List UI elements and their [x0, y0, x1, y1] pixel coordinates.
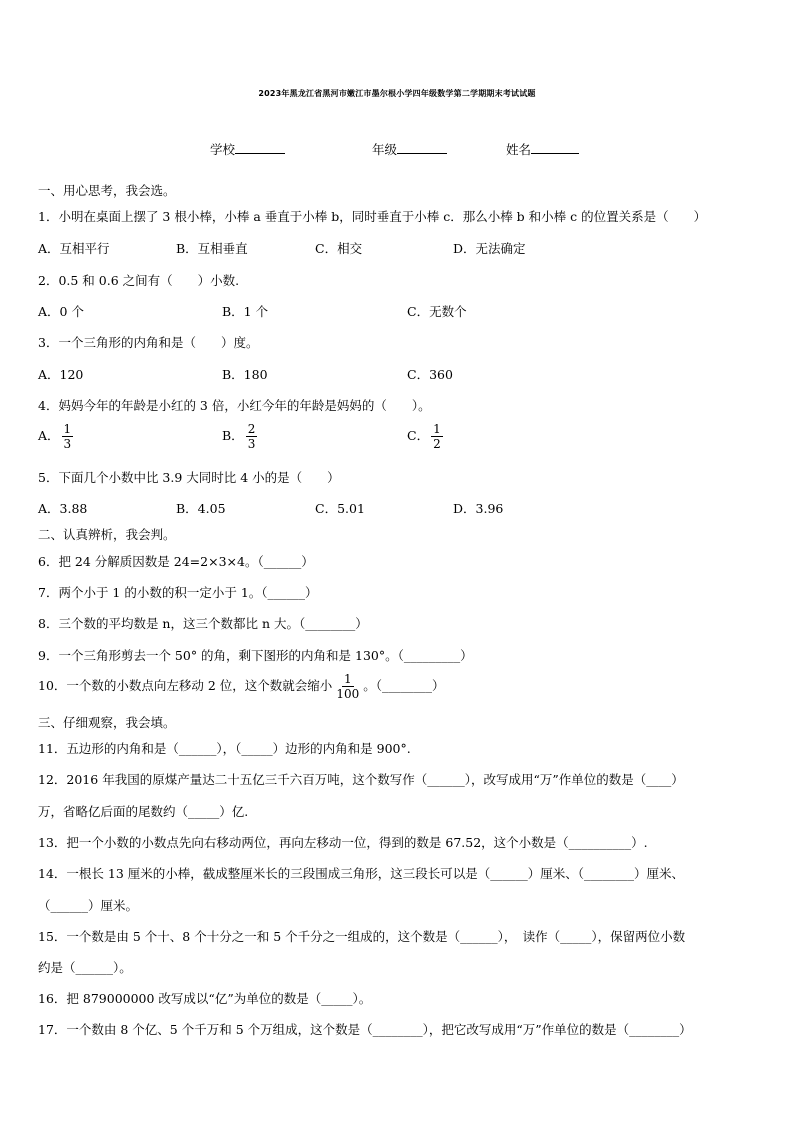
fraction-numerator: 1	[63, 422, 72, 436]
q3-option-a[interactable]: A．120	[38, 367, 84, 382]
question-16: 16．把 879000000 改写成以“亿”为单位的数是（_____）。	[38, 991, 372, 1006]
question-15-line-2: 约是（______）。	[38, 960, 132, 975]
question-15-line-1: 15．一个数是由 5 个十、8 个十分之一和 5 个千分之一组成的，这个数是（______）， 读作（_____），保留两位小数	[38, 929, 686, 944]
grade-label: 年级	[372, 142, 398, 157]
question-6: 6．把 24 分解质因数是 24=2×3×4。（______）	[38, 554, 314, 569]
q4-option-b-label: B．	[222, 428, 244, 443]
question-9: 9．一个三角形剪去一个 50° 的角，剩下图形的内角和是 130°。（_________）	[38, 648, 473, 663]
fraction	[431, 422, 443, 451]
q4-option-c[interactable]	[407, 422, 445, 451]
name-blank[interactable]	[531, 140, 579, 154]
page-title: 2023年黑龙江省黑河市嫩江市墨尔根小学四年级数学第二学期期末考试试题	[258, 89, 536, 98]
question-14-line-1: 14．一根长 13 厘米的小棒，截成整厘米长的三段围成三角形，这三段长可以是（______）厘米、（________）厘米、	[38, 866, 685, 881]
question-13: 13．把一个小数的小数点先向右移动两位，再向左移动一位，得到的数是 67.52，这个小数是（__________）.	[38, 835, 648, 850]
q4-option-b[interactable]	[222, 422, 259, 451]
fraction-denominator: 3	[63, 437, 72, 451]
question-8: 8．三个数的平均数是 n，这三个数都比 n 大。（________）	[38, 616, 368, 631]
q3-option-b[interactable]: B．180	[222, 367, 268, 382]
question-12-line-2: 万，省略亿后面的尾数约（_____）亿.	[38, 804, 249, 819]
question-17: 17．一个数由 8 个亿、5 个千万和 5 个万组成，这个数是（________），把它改写成用“万”作单位的数是（________）	[38, 1022, 692, 1037]
fraction-numerator: 1	[343, 672, 352, 686]
question-5: 5．下面几个小数中比 3.9 大同时比 4 小的是（ ）	[38, 470, 340, 485]
q1-option-c[interactable]: C．相交	[315, 241, 363, 256]
question-7: 7．两个小于 1 的小数的积一定小于 1。（______）	[38, 585, 318, 600]
q4-option-a-label: A．	[38, 428, 60, 443]
question-10	[38, 672, 444, 701]
q1-option-b[interactable]: B．互相垂直	[176, 241, 248, 256]
q2-option-a[interactable]: A．0 个	[38, 304, 84, 319]
q5-option-c[interactable]: C．5.01	[315, 501, 365, 516]
fraction-numerator: 1	[433, 422, 441, 436]
section-heading-fill: 三、仔细观察，我会填。	[38, 715, 176, 730]
name-field	[506, 140, 579, 158]
q2-option-b[interactable]: B．1 个	[222, 304, 269, 319]
fraction-numerator: 2	[247, 422, 256, 436]
q1-option-d[interactable]: D．无法确定	[453, 241, 526, 256]
grade-blank[interactable]	[397, 140, 447, 154]
fraction-denominator: 3	[247, 437, 256, 451]
question-2: 2．0.5 和 0.6 之间有（ ）小数.	[38, 273, 240, 288]
section-heading-choice: 一、用心思考，我会选。	[38, 183, 176, 198]
q5-option-a[interactable]: A．3.88	[38, 501, 88, 516]
grade-field	[372, 140, 447, 158]
question-14-line-2: （______）厘米。	[38, 898, 139, 913]
question-1: 1．小明在桌面上摆了 3 根小棒，小棒 a 垂直于小棒 b，同时垂直于小棒 c．那么小棒 b 和小棒 c 的位置关系是（ ）	[38, 209, 707, 224]
q10-text: 10．一个数的小数点向左移动 2 位，这个数就会缩小	[38, 678, 333, 693]
q4-option-a[interactable]	[38, 422, 75, 451]
q1-option-a[interactable]: A．互相平行	[38, 241, 110, 256]
question-12-line-1: 12．2016 年我国的原煤产量达二十五亿三千六百万吨，这个数写作（______），改写成用“万”作单位的数是（____）	[38, 772, 684, 787]
fraction-denominator: 2	[433, 437, 441, 451]
fraction	[62, 422, 74, 451]
question-11: 11．五边形的内角和是（______），（_____）边形的内角和是 900°.	[38, 741, 411, 756]
school-label: 学校	[210, 142, 236, 157]
q10-answer-blank: 。（________）	[363, 678, 445, 693]
school-field	[210, 140, 285, 158]
school-blank[interactable]	[235, 140, 285, 154]
name-label: 姓名	[506, 142, 532, 157]
question-4: 4．妈妈今年的年龄是小红的 3 倍，小红今年的年龄是妈妈的（ ）。	[38, 398, 431, 413]
fraction	[246, 422, 258, 451]
q3-option-c[interactable]: C．360	[407, 367, 453, 382]
question-3: 3．一个三角形的内角和是（ ）度。	[38, 335, 259, 350]
q4-option-c-label: C．	[407, 428, 430, 443]
fraction	[334, 672, 361, 701]
fraction-denominator: 100	[336, 687, 360, 701]
q2-option-c[interactable]: C．无数个	[407, 304, 467, 319]
q5-option-d[interactable]: D．3.96	[453, 501, 504, 516]
q5-option-b[interactable]: B．4.05	[176, 501, 226, 516]
section-heading-judge: 二、认真辨析，我会判。	[38, 527, 176, 542]
